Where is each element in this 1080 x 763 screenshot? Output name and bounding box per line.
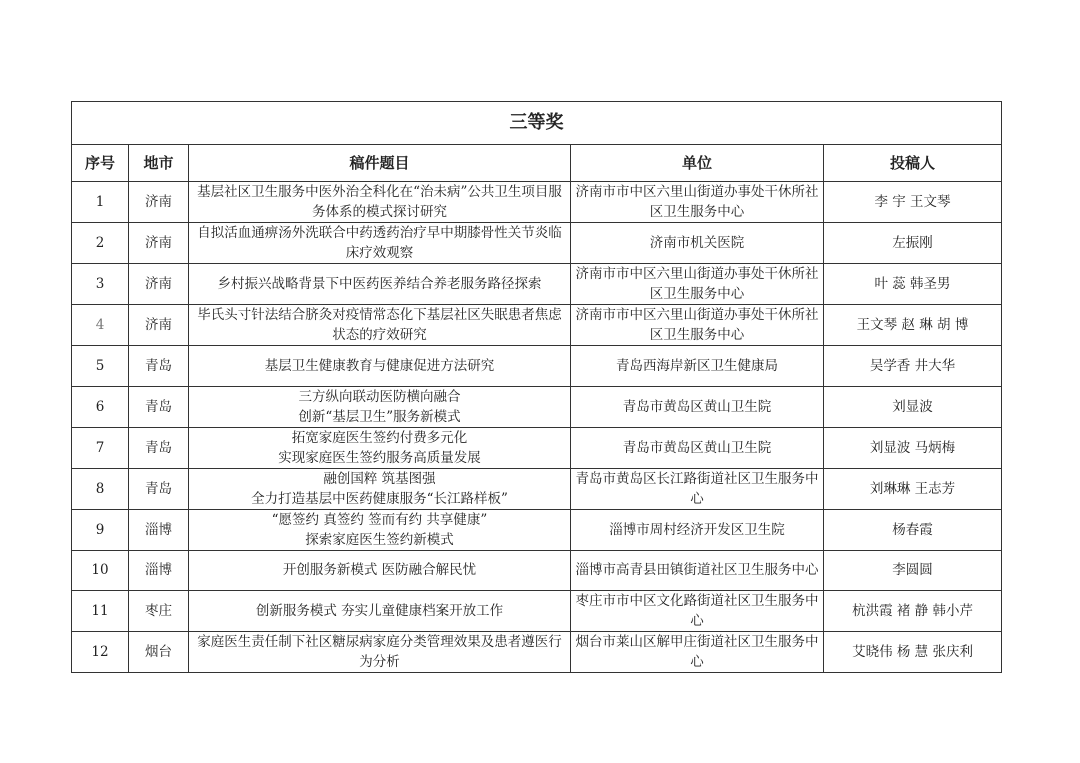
cell-city: 淄博 — [129, 550, 189, 591]
cell-city: 青岛 — [129, 346, 189, 387]
award-table — [71, 101, 1002, 673]
cell-city: 济南 — [129, 264, 189, 305]
cell-unit: 青岛市黄岛区黄山卫生院 — [571, 386, 824, 427]
cell-author: 王文琴 赵 琳 胡 博 — [824, 305, 1002, 346]
cell-topic: 乡村振兴战略背景下中医药医养结合养老服务路径探索 — [189, 264, 571, 305]
cell-unit: 济南市市中区六里山街道办事处干休所社区卫生服务中心 — [571, 305, 824, 346]
cell-topic: 融创国粹 筑基图强 全力打造基层中医药健康服务“长江路样板” — [189, 468, 571, 509]
cell-unit: 淄博市周村经济开发区卫生院 — [571, 509, 824, 550]
header-unit: 单位 — [571, 145, 824, 182]
cell-no: 2 — [72, 223, 129, 264]
cell-unit: 青岛西海岸新区卫生健康局 — [571, 346, 824, 387]
table-body — [72, 182, 1002, 673]
cell-author: 左振刚 — [824, 223, 1002, 264]
cell-unit: 青岛市黄岛区长江路街道社区卫生服务中心 — [571, 468, 824, 509]
cell-author: 吴学香 井大华 — [824, 346, 1002, 387]
cell-no: 5 — [72, 346, 129, 387]
header-topic: 稿件题目 — [189, 145, 571, 182]
cell-author: 李圆圆 — [824, 550, 1002, 591]
cell-topic: 自拟活血通痹汤外洗联合中药透药治疗早中期膝骨性关节炎临床疗效观察 — [189, 223, 571, 264]
cell-city: 青岛 — [129, 427, 189, 468]
cell-author: 刘显波 — [824, 386, 1002, 427]
cell-topic: 家庭医生责任制下社区糖尿病家庭分类管理效果及患者遵医行为分析 — [189, 632, 571, 673]
cell-city: 济南 — [129, 182, 189, 223]
cell-unit: 济南市市中区六里山街道办事处干休所社区卫生服务中心 — [571, 182, 824, 223]
cell-city: 青岛 — [129, 468, 189, 509]
cell-author: 叶 蕊 韩圣男 — [824, 264, 1002, 305]
cell-author: 李 宇 王文琴 — [824, 182, 1002, 223]
cell-no: 12 — [72, 632, 129, 673]
table-row — [72, 182, 1002, 223]
table-row — [72, 386, 1002, 427]
header-row — [72, 145, 1002, 182]
cell-unit: 枣庄市市中区文化路街道社区卫生服务中心 — [571, 591, 824, 632]
cell-city: 青岛 — [129, 386, 189, 427]
table-row — [72, 427, 1002, 468]
cell-city: 烟台 — [129, 632, 189, 673]
header-no: 序号 — [72, 145, 129, 182]
table-row — [72, 305, 1002, 346]
cell-topic: 基层社区卫生服务中医外治全科化在“治未病”公共卫生项目服务体系的模式探讨研究 — [189, 182, 571, 223]
cell-no: 6 — [72, 386, 129, 427]
table-row — [72, 468, 1002, 509]
cell-unit: 烟台市莱山区解甲庄街道社区卫生服务中心 — [571, 632, 824, 673]
cell-city: 济南 — [129, 223, 189, 264]
cell-no: 3 — [72, 264, 129, 305]
cell-topic: 拓宽家庭医生签约付费多元化 实现家庭医生签约服务高质量发展 — [189, 427, 571, 468]
cell-topic: 毕氏头寸针法结合脐灸对疫情常态化下基层社区失眠患者焦虑状态的疗效研究 — [189, 305, 571, 346]
table-row — [72, 591, 1002, 632]
table-row — [72, 264, 1002, 305]
cell-unit: 济南市机关医院 — [571, 223, 824, 264]
cell-city: 枣庄 — [129, 591, 189, 632]
header-author: 投稿人 — [824, 145, 1002, 182]
title-row — [72, 102, 1002, 145]
table-row — [72, 346, 1002, 387]
cell-unit: 青岛市黄岛区黄山卫生院 — [571, 427, 824, 468]
cell-no: 4 — [72, 305, 129, 346]
cell-author: 艾晓伟 杨 慧 张庆利 — [824, 632, 1002, 673]
table-title: 三等奖 — [72, 102, 1002, 145]
table-row — [72, 550, 1002, 591]
cell-no: 1 — [72, 182, 129, 223]
table-row — [72, 509, 1002, 550]
cell-topic: 开创服务新模式 医防融合解民忧 — [189, 550, 571, 591]
cell-no: 11 — [72, 591, 129, 632]
cell-unit: 淄博市高青县田镇街道社区卫生服务中心 — [571, 550, 824, 591]
cell-author: 杨春霞 — [824, 509, 1002, 550]
cell-topic: “愿签约 真签约 签而有约 共享健康” 探索家庭医生签约新模式 — [189, 509, 571, 550]
cell-no: 8 — [72, 468, 129, 509]
cell-topic: 三方纵向联动医防横向融合 创新“基层卫生”服务新模式 — [189, 386, 571, 427]
cell-unit: 济南市市中区六里山街道办事处干休所社区卫生服务中心 — [571, 264, 824, 305]
cell-city: 淄博 — [129, 509, 189, 550]
table-row — [72, 632, 1002, 673]
cell-city: 济南 — [129, 305, 189, 346]
cell-no: 10 — [72, 550, 129, 591]
cell-author: 刘琳琳 王志芳 — [824, 468, 1002, 509]
cell-no: 9 — [72, 509, 129, 550]
header-city: 地市 — [129, 145, 189, 182]
cell-topic: 基层卫生健康教育与健康促进方法研究 — [189, 346, 571, 387]
cell-author: 刘显波 马炳梅 — [824, 427, 1002, 468]
table-row — [72, 223, 1002, 264]
cell-topic: 创新服务模式 夯实儿童健康档案开放工作 — [189, 591, 571, 632]
cell-author: 杭洪霞 褚 静 韩小芹 — [824, 591, 1002, 632]
cell-no: 7 — [72, 427, 129, 468]
